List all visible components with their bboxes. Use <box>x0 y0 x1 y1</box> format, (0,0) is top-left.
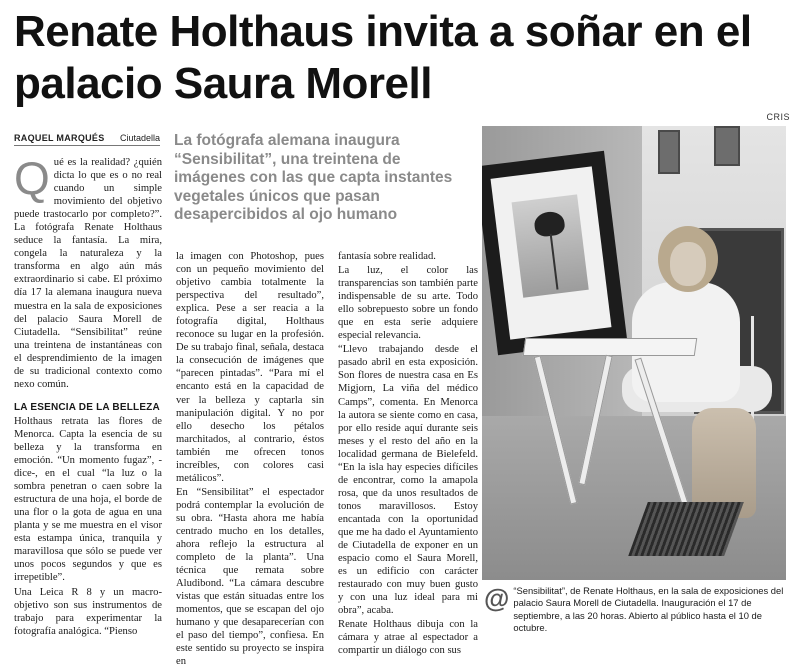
paragraph: Holthaus retrata las flores de Menorca. Capta la esencia de su belleza y la transforma en emoción. “Un momento fugaz”, -dice-, en el cual “la luz o la sombra penetran o caen sobre la estructura de una hoja, el borde de una flor o la gota de agua en una planta y se me muestra en el visor esta estampa única, tranquila y maravillosa que sólo se puede ver unos pocos segundos y que es irrepetible”. <box>14 415 162 584</box>
photo-window <box>714 126 740 166</box>
photo-drain-grate <box>628 502 744 556</box>
photo-window <box>658 130 680 174</box>
paragraph: “Llevo trabajando desde el pasado abril en esta exposición. Son flores de nuestra casa en Es Migjorn, La viña del médico Camps”, comenta. En Menorca la autora se siente como en casa, por ello reside aquí durante seis meses y el resto del año en la localidad germana de Bielefeld. “En la isla hay especies difíciles de encontrar, como la amapola rosa, que da unos resultados de tonos maravillosos. Estoy encantada con la oportunidad que me ha dado el Ayuntamiento de Ciutadella de exponer en un espacio como el Saura Morell, es un edificio con carácter restaurado con muy buen gusto y con una luz ideal para mi obra”, acaba. <box>338 344 478 617</box>
framed-print <box>482 151 627 355</box>
print-mat <box>491 166 612 339</box>
photo-woman-face <box>670 242 706 286</box>
poppy-stem <box>550 234 559 290</box>
paragraph: La luz, el color las transparencias son también parte indispensable de su arte. Todo ello sobrepuesto sobre un fondo que en esta serie adquiere especial relevancia. <box>338 265 478 342</box>
headline: Renate Holthaus invita a soñar en el palacio Saura Morell <box>14 7 752 108</box>
paragraph: la imagen con Photoshop, pues con un pequeño movimiento del objetivo cambia totalmente la perspectiva del resultado”, explica. Pese a ser reacia a la fotografía digital, Holthaus reconoce su lugar en la profesión. De su trabajo final, señala, destaca la consecución de imágenes que “parecen pintadas”. “Para mí el encanto está en la capacidad de ver la belleza y captarla sin manipulación digital. Y no por ello desecho los pétalos marchitados, al contrario, éstos también me ofrecen tonos increíbles, con colores casi metálicos”. <box>176 251 324 484</box>
section-title: LA ESENCIA DE LA BELLEZA <box>14 401 160 413</box>
caption-text: “Sensibilitat”, de Renate Holthaus, en la sala de exposiciones del palacio Saura Morell de Ciutadella. Inauguración el 17 de septiembre, a las 20 horas. Abierto al público hasta el 10 de octubre. <box>513 585 784 633</box>
caption-at-icon: @ <box>484 583 510 613</box>
article-column-1 <box>14 152 162 639</box>
paragraph: fantasía sobre realidad. <box>338 251 436 262</box>
paragraph: Renate Holthaus dibuja con la cámara y atrae al espectador a compartir un diálogo con sus <box>338 619 478 657</box>
poppy-print <box>512 194 589 297</box>
photo-table <box>523 338 698 356</box>
byline-location: Ciutadella <box>119 133 160 143</box>
article-column-3 <box>338 250 478 658</box>
photo-caption <box>484 585 784 634</box>
article-photo <box>482 126 786 580</box>
byline-author: RAQUEL MARQUÉS <box>14 133 105 143</box>
byline <box>14 133 160 146</box>
paragraph: En “Sensibilitat” el espectador podrá contemplar la evolución de su obra. “Hasta ahora me había centrado mucho en los detalles, ahora reflejo la estructura al completo de la planta”. Una técnica que remata sobre Aludibond. “La cámara descubre vistas que están situadas entre los momentos, que se escapan del ojo humano y que desaparecerían con el paso del tiempo”, confiesa. En este sentido su proyecto se inspira en <box>176 486 324 668</box>
subheadline: La fotógrafa alemana inaugura “Sensibilitat”, una treintena de imágenes con las que capta instantes vegetales únicos que pasan desapercibidos al ojo humano <box>174 132 453 223</box>
paragraph: Una Leica R 8 y un macro-objetivo son sus instrumentos de trabajo para experimentar la fotografía analógica. “Pienso <box>14 586 162 637</box>
paragraph: ué es la realidad? ¿quién dicta lo que es o no real cuando un simple movimiento del objetivo puede trastocarlo por completo?”. La fotógrafa Renate Holthaus seduce la fantasía. La mira, congela la naturaleza y la transforma en algo aún más extraordinario si cabe. El próximo día 17 la alemana inaugura nueva muestra en la sala de exposiciones del palacio Saura Morell de Ciutadella. “Sensibilitat” reúne una treintena de instantáneas con el desprendimiento de la imagen de su tradicional contexto como nexo común. <box>14 157 162 390</box>
photo-credit: CRIS <box>766 112 790 122</box>
article-column-2 <box>176 250 324 670</box>
drop-cap: Q <box>14 152 50 204</box>
